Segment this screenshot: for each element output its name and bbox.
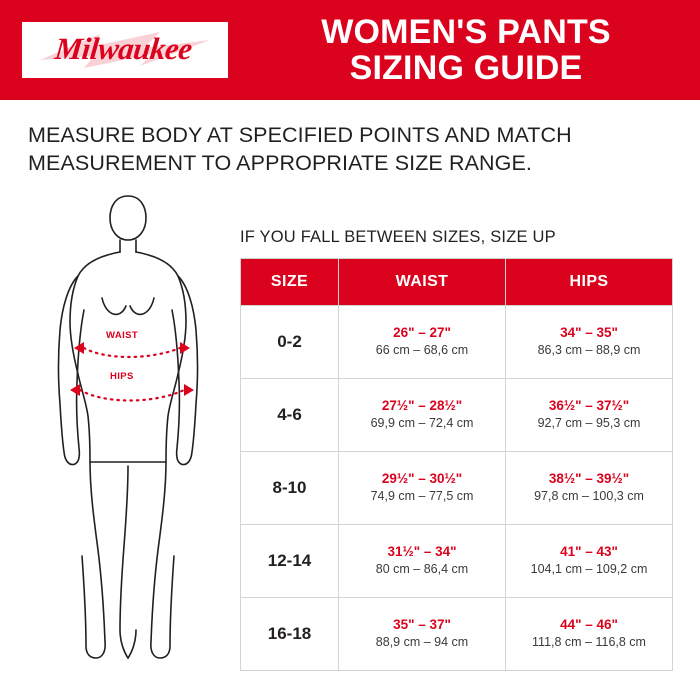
logo-box bbox=[22, 22, 228, 78]
hips-cm: 97,8 cm – 100,3 cm bbox=[534, 489, 644, 504]
cell-waist bbox=[339, 452, 506, 525]
table-body bbox=[241, 306, 673, 671]
hips-cm: 92,7 cm – 95,3 cm bbox=[537, 416, 641, 431]
cell-size: 8-10 bbox=[241, 452, 339, 525]
page-title-line1: WOMEN'S PANTS bbox=[321, 12, 611, 51]
cell-waist bbox=[339, 379, 506, 452]
logo-wordmark: Milwaukee bbox=[52, 31, 194, 66]
cell-size: 4-6 bbox=[241, 379, 339, 452]
waist-measure-line bbox=[74, 342, 190, 357]
cell-size: 16-18 bbox=[241, 598, 339, 671]
hips-inches: 36½" – 37½" bbox=[548, 398, 630, 414]
intro-line-1: MEASURE BODY AT SPECIFIED POINTS AND MATCH bbox=[28, 123, 572, 147]
content-area bbox=[0, 190, 700, 700]
cell-size: 12-14 bbox=[241, 525, 339, 598]
waist-inches: 29½" – 30½" bbox=[381, 471, 463, 487]
table-header bbox=[241, 259, 673, 306]
cell-waist bbox=[339, 598, 506, 671]
cell-size: 0-2 bbox=[241, 306, 339, 379]
size-up-note: IF YOU FALL BETWEEN SIZES, SIZE UP bbox=[240, 228, 556, 246]
figure-hips-label: HIPS bbox=[110, 371, 134, 382]
cell-waist bbox=[339, 525, 506, 598]
table-row bbox=[241, 452, 673, 525]
column-header-hips: HIPS bbox=[506, 259, 673, 306]
hips-inches: 38½" – 39½" bbox=[548, 471, 630, 487]
hips-cm: 111,8 cm – 116,8 cm bbox=[532, 635, 646, 650]
waist-cm: 88,9 cm – 94 cm bbox=[375, 635, 469, 650]
cell-waist bbox=[339, 306, 506, 379]
table-row bbox=[241, 525, 673, 598]
hips-cm: 104,1 cm – 109,2 cm bbox=[530, 562, 648, 577]
page-title bbox=[250, 14, 700, 86]
hips-inches: 44" – 46" bbox=[560, 617, 618, 633]
waist-inches: 31½" – 34" bbox=[387, 544, 457, 560]
figure-waist-label: WAIST bbox=[106, 330, 139, 341]
cell-hips bbox=[506, 452, 673, 525]
intro-line-2: MEASUREMENT TO APPROPRIATE SIZE RANGE. bbox=[28, 150, 532, 175]
waist-cm: 66 cm – 68,6 cm bbox=[375, 343, 469, 358]
brand-logo bbox=[0, 0, 250, 100]
column-header-waist: WAIST bbox=[339, 259, 506, 306]
table-row bbox=[241, 379, 673, 452]
intro-text bbox=[28, 122, 672, 177]
sizing-table bbox=[240, 258, 673, 671]
cell-hips bbox=[506, 525, 673, 598]
cell-hips bbox=[506, 598, 673, 671]
hips-cm: 86,3 cm – 88,9 cm bbox=[537, 343, 641, 358]
female-body-outline-icon bbox=[28, 190, 228, 670]
page-header bbox=[0, 0, 700, 100]
table-row bbox=[241, 306, 673, 379]
hips-inches: 41" – 43" bbox=[560, 544, 618, 560]
hips-inches: 34" – 35" bbox=[560, 325, 618, 341]
table-row bbox=[241, 598, 673, 671]
waist-cm: 74,9 cm – 77,5 cm bbox=[370, 489, 474, 504]
column-header-size: SIZE bbox=[241, 259, 339, 306]
table-header-row bbox=[241, 259, 673, 306]
page-title-line2: SIZING GUIDE bbox=[349, 49, 583, 87]
waist-cm: 69,9 cm – 72,4 cm bbox=[370, 416, 474, 431]
waist-inches: 35" – 37" bbox=[393, 617, 451, 633]
cell-hips bbox=[506, 379, 673, 452]
body-figure bbox=[28, 190, 228, 670]
waist-inches: 27½" – 28½" bbox=[381, 398, 463, 414]
waist-inches: 26" – 27" bbox=[393, 325, 451, 341]
waist-cm: 80 cm – 86,4 cm bbox=[375, 562, 469, 577]
cell-hips bbox=[506, 306, 673, 379]
